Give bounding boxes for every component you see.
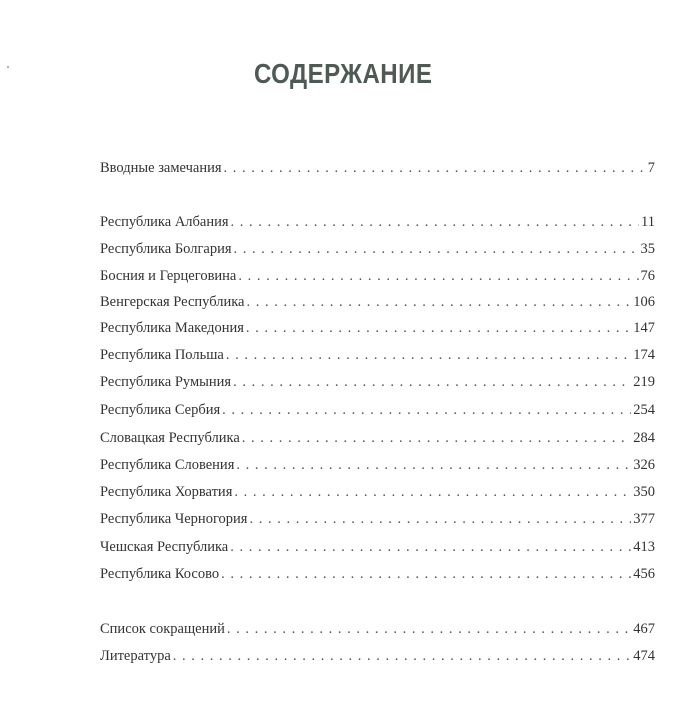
- toc-entry-page: 377: [633, 511, 655, 527]
- page-title: СОДЕРЖАНИЕ: [253, 58, 433, 89]
- toc-entry-page: 284: [633, 430, 655, 446]
- toc-entry: [100, 564, 655, 584]
- toc-entry-label: Литература: [100, 648, 171, 664]
- dot-leader: [246, 318, 631, 338]
- toc-entry-page: 7: [647, 160, 655, 176]
- toc-entry-page: 254: [633, 402, 655, 418]
- toc-entry: [100, 482, 655, 502]
- toc-entry-page: 413: [633, 539, 655, 555]
- toc-entry: [100, 158, 655, 178]
- dot-leader: [234, 482, 631, 502]
- toc-entry-page: 456: [633, 566, 655, 582]
- toc-entry-page: 35: [640, 241, 655, 257]
- toc-entry: [100, 509, 655, 529]
- toc-entry-label: Республика Словения: [100, 457, 235, 473]
- toc-entry: [100, 345, 655, 365]
- dot-leader: [233, 372, 631, 392]
- toc-entry: [100, 400, 655, 420]
- dot-leader: [230, 537, 631, 557]
- toc-entry-label: Республика Косово: [100, 566, 220, 582]
- dot-leader: [242, 428, 631, 448]
- toc-entry-label: Республика Польша: [100, 347, 224, 363]
- dot-leader: [234, 239, 639, 259]
- toc-entry: [100, 537, 655, 557]
- toc-entry-label: Венгерская Республика: [100, 294, 245, 310]
- toc-entry-page: 219: [633, 374, 655, 390]
- toc-entry: [100, 428, 655, 448]
- toc-entry: [100, 646, 655, 666]
- toc-entry-label: Республика Хорватия: [100, 484, 233, 500]
- dot-leader: [236, 455, 631, 475]
- toc-entry: [100, 266, 655, 286]
- toc-entry-page: 76: [640, 268, 655, 284]
- dot-leader: [173, 646, 631, 666]
- toc-entry: [100, 455, 655, 475]
- toc-entry-label: Республика Македония: [100, 320, 244, 336]
- scan-speck: [7, 66, 9, 68]
- dot-leader: [231, 212, 639, 232]
- toc-entry: [100, 212, 655, 232]
- toc-entry-label: Республика Албания: [100, 214, 229, 230]
- toc-entry-page: 106: [633, 294, 655, 310]
- toc-entry-label: Республика Болгария: [100, 241, 232, 257]
- dot-leader: [221, 564, 631, 584]
- dot-leader: [249, 509, 631, 529]
- toc-entry: [100, 292, 655, 312]
- toc-entry-label: Республика Черногория: [100, 511, 248, 527]
- toc-entry-label: Босния и Герцеговина: [100, 268, 237, 284]
- toc-entry-page: 350: [633, 484, 655, 500]
- toc-entry-label: Республика Румыния: [100, 374, 232, 390]
- dot-leader: [224, 158, 646, 178]
- toc-entry: [100, 239, 655, 259]
- toc-entry: [100, 318, 655, 338]
- dot-leader: [222, 400, 631, 420]
- toc-entry-page: 174: [633, 347, 655, 363]
- toc-entry-page: 474: [633, 648, 655, 664]
- toc-entry-page: 326: [633, 457, 655, 473]
- toc-entry-label: Республика Сербия: [100, 402, 221, 418]
- toc-entry-page: 11: [641, 214, 655, 230]
- toc-entry: [100, 372, 655, 392]
- toc-entry-label: Словацкая Республика: [100, 430, 240, 446]
- toc-entry-label: Вводные замечания: [100, 160, 222, 176]
- dot-leader: [238, 266, 638, 286]
- dot-leader: [247, 292, 632, 312]
- toc-entry-label: Список сокращений: [100, 621, 225, 637]
- toc-entry-page: 467: [633, 621, 655, 637]
- toc-entry: [100, 619, 655, 639]
- toc-entry-label: Чешская Республика: [100, 539, 229, 555]
- dot-leader: [226, 345, 631, 365]
- toc-entry-page: 147: [633, 320, 655, 336]
- dot-leader: [227, 619, 631, 639]
